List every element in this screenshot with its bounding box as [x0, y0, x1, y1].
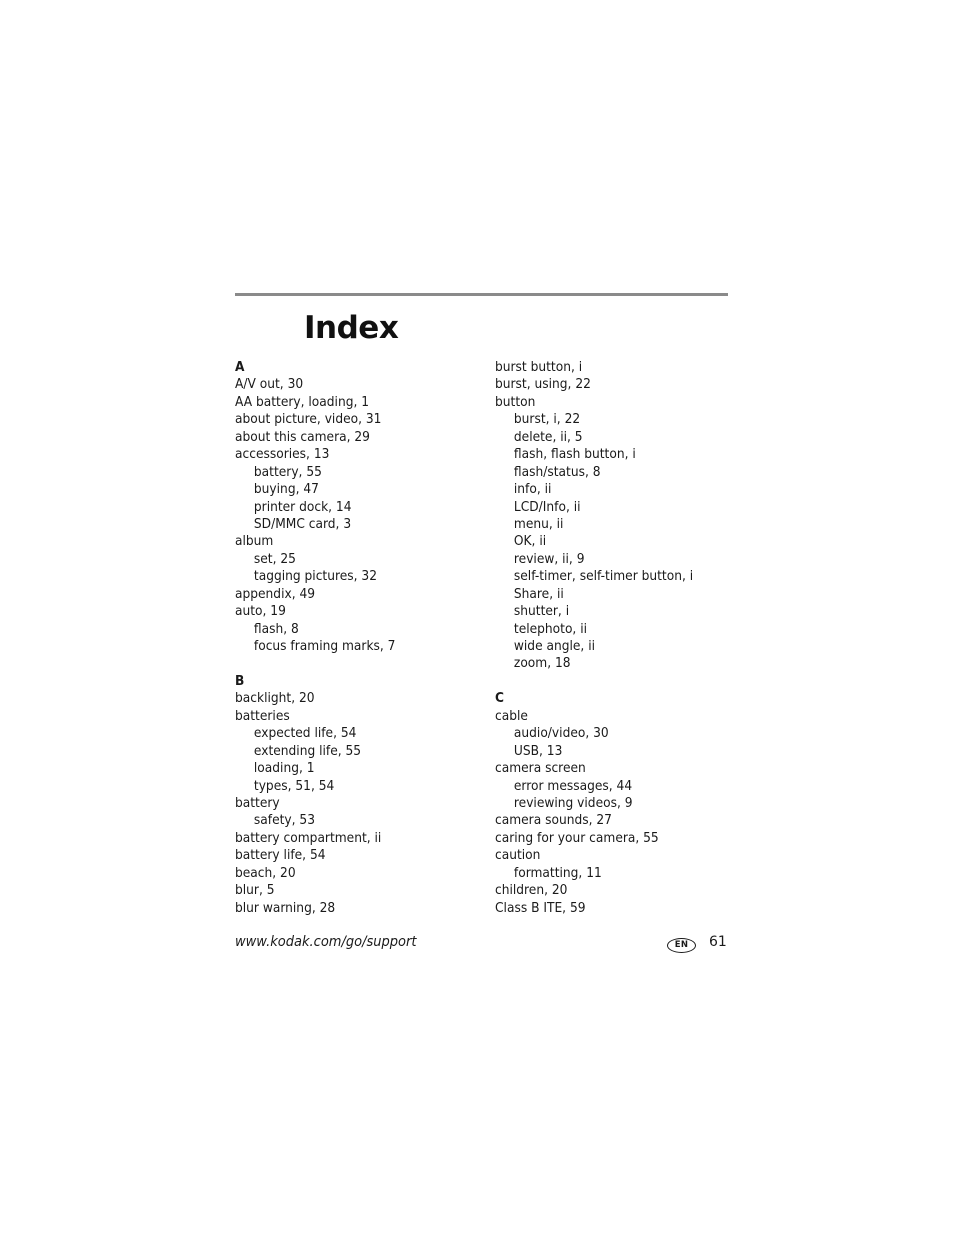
index-entry: camera screen: [495, 760, 586, 777]
page-title: Index: [304, 310, 399, 346]
index-entry: A/V out, 30: [235, 376, 304, 393]
index-entry: children, 20: [495, 882, 568, 899]
index-subentry: safety, 53: [253, 812, 316, 829]
index-entry: button: [495, 393, 536, 410]
index-subentry: battery, 55: [253, 463, 322, 480]
index-entry: AA battery, loading, 1: [235, 393, 370, 410]
index-subentry: printer dock, 14: [253, 498, 352, 515]
index-entry: caution: [495, 847, 541, 864]
index-entry: burst button, i: [495, 359, 583, 375]
index-subentry: flash, flash button, i: [513, 446, 636, 463]
index-entry: accessories, 13: [235, 446, 330, 463]
index-subentry: wide angle, ii: [513, 638, 596, 654]
index-subentry: info, ii: [513, 481, 552, 498]
index-subentry: buying, 47: [253, 481, 319, 498]
index-subentry: delete, ii, 5: [513, 428, 583, 445]
index-subentry: audio/video, 30: [513, 725, 609, 742]
page-number: 61: [709, 934, 727, 950]
index-entry: battery life, 54: [235, 847, 326, 864]
index-column-right: [495, 359, 720, 917]
index-subentry: self-timer, self-timer button, i: [513, 568, 694, 585]
index-entry: battery compartment, ii: [235, 829, 382, 846]
index-subentry: formatting, 11: [513, 864, 602, 881]
index-entry: album: [235, 533, 274, 550]
index-subentry: set, 25: [253, 550, 296, 567]
index-subentry: reviewing videos, 9: [513, 794, 633, 811]
language-badge: EN: [667, 938, 696, 953]
section-letter: B: [235, 672, 245, 689]
index-entry: beach, 20: [235, 864, 296, 881]
index-entry: about picture, video, 31: [235, 411, 382, 428]
index-entry: battery: [235, 794, 280, 811]
index-subentry: flash/status, 8: [513, 463, 601, 480]
index-subentry: SD/MMC card, 3: [253, 515, 352, 532]
index-subentry: expected life, 54: [253, 725, 357, 742]
index-subentry: extending life, 55: [253, 742, 362, 759]
index-subentry: shutter, i: [513, 603, 570, 620]
section-spacer: [235, 655, 460, 672]
index-subentry: burst, i, 22: [513, 411, 581, 428]
index-entry: cable: [495, 707, 528, 724]
index-entry: camera sounds, 27: [495, 812, 612, 829]
index-entry: burst, using, 22: [495, 376, 591, 393]
index-entry: blur, 5: [235, 882, 275, 899]
index-subentry: Share, ii: [513, 585, 564, 602]
index-entry: about this camera, 29: [235, 428, 370, 445]
section-letter: A: [235, 359, 245, 375]
section-spacer: [495, 673, 720, 690]
index-subentry: tagging pictures, 32: [253, 568, 377, 585]
index-subentry: error messages, 44: [513, 777, 633, 794]
index-entry: blur warning, 28: [235, 899, 336, 916]
index-column-left: [235, 359, 460, 917]
index-entry: caring for your camera, 55: [495, 829, 659, 846]
index-entry: auto, 19: [235, 603, 286, 620]
section-letter: C: [495, 690, 504, 707]
index-subentry: USB, 13: [513, 742, 563, 759]
index-entry: batteries: [235, 707, 290, 724]
index-subentry: zoom, 18: [513, 655, 571, 672]
header-rule: [235, 293, 728, 296]
index-subentry: telephoto, ii: [513, 620, 588, 637]
index-subentry: LCD/Info, ii: [513, 498, 581, 515]
index-entry: backlight, 20: [235, 690, 315, 707]
index-entry: Class B ITE, 59: [495, 899, 586, 916]
index-subentry: menu, ii: [513, 515, 564, 532]
index-subentry: types, 51, 54: [253, 777, 335, 794]
support-url[interactable]: www.kodak.com/go/support: [235, 934, 417, 950]
index-subentry: review, ii, 9: [513, 550, 585, 567]
index-subentry: loading, 1: [253, 760, 315, 777]
index-subentry: OK, ii: [513, 533, 547, 550]
index-entry: appendix, 49: [235, 585, 316, 602]
index-subentry: flash, 8: [253, 620, 299, 637]
index-subentry: focus framing marks, 7: [253, 638, 396, 654]
